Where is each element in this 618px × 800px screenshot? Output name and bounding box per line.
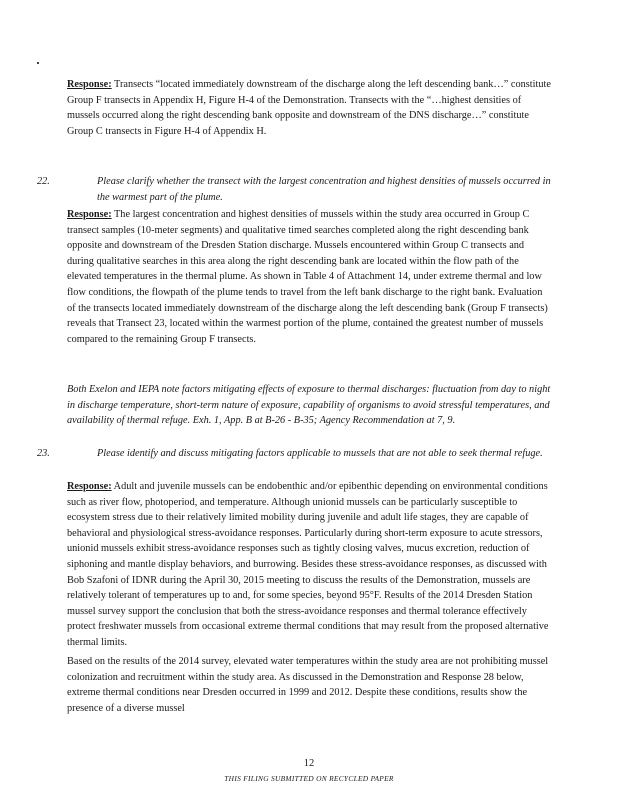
response-label: Response:	[67, 481, 112, 492]
question-22-number: 22.	[37, 176, 50, 187]
question-22-text: Please clarify whether the transect with the largest concentration and highest densities of mussels occurred in the warmest part of the plume.	[97, 176, 551, 203]
question-23-text: Please identify and discuss mitigating factors applicable to mussels that are not able to seek thermal refuge.	[97, 448, 543, 459]
question-23	[37, 446, 551, 462]
scan-mark	[37, 62, 39, 64]
recycled-paper-note: THIS FILING SUBMITTED ON RECYCLED PAPER	[224, 774, 394, 783]
response-label: Response:	[67, 209, 112, 220]
question-23-number: 23.	[37, 448, 50, 459]
context-paragraph: Both Exelon and IEPA note factors mitigating effects of exposure to thermal discharges: fluctuation from day to night in discharge temperature, short-term nature of exposure, capability of organisms to avoid stressful temperatures, and availability of thermal refuge. Exh. 1, App. B at B-26 - B-35; Agency Recommendation at 7, 9.	[67, 384, 551, 427]
response-23	[67, 479, 551, 651]
page-number: 12	[303, 758, 315, 769]
response-label: Response:	[67, 79, 112, 90]
response-22	[67, 207, 551, 347]
paragraph-survey-results: Based on the results of the 2014 survey, elevated water temperatures within the study area are not prohibiting mussel colonization and recruitment within the study area. As discussed in the Demonstration and Response 28 below, extreme thermal conditions near Dresden occurred in 1999 and 2012. Despite these conditions, results show the presence of a diverse mussel	[67, 656, 549, 714]
response-21	[67, 77, 551, 139]
question-22	[37, 174, 551, 205]
response-22-text: The largest concentration and highest densities of mussels within the study area occurred in Group C transect samples (10-meter segments) and qualitative timed searches completed along the right descending bank opposite and downstream of the Dresden Station discharge. Mussels encountered within Group C transects and during qualitative searches in this area along the right descending bank are located within the flow path of the elevated temperatures in the thermal plume. As shown in Table 4 of Attachment 14, under extreme thermal and low flow conditions, the flowpath of the plume tends to travel from the left bank discharge to the right bank. Evaluation of the transects located immediately downstream of the discharge along the left descending bank (Group F transects) reveals that Transect 23, located within the warmest portion of the plume, contained the greatest number of mussels compared to the remaining Group F transects.	[67, 209, 548, 345]
response-23-text: Adult and juvenile mussels can be endobenthic and/or epibenthic depending on environmental conditions such as river flow, photoperiod, and temperature. Although unionid mussels can be particularly susceptible to ecosystem stress due to their relatively limited mobility during juvenile and adult life stages, they are capable of behavioral and physiological stress-avoidance responses. Particularly during short-term exposure to acute stressors, unionid mussels exhibit stress-avoidance responses such as tightly closing valves, mucus excretion, reduction of siphoning and mantle display behaviors, and burrowing. Besides these stress-avoidance responses, as discussed with Bob Szafoni of IDNR during the April 30, 2015 meeting to discuss the results of the Demonstration, mussels are relatively tolerant of temperatures up to and, for some species, beyond 95°F. Results of the 2014 Dresden Station mussel survey support the conclusion that both the stress-avoidance responses and thermal tolerance effectively protect freshwater mussels from occasional extreme thermal conditions that may result from the proposed alternative thermal limits.	[67, 481, 549, 648]
response-21-text: Transects “located immediately downstream of the discharge along the left descending bank…” constitute Group F transects in Appendix H, Figure H-4 of the Demonstration. Transects with the “…highest densities of mussels occurred along the right descending bank opposite and downstream of the DNS discharge…” constitute Group C transects in Figure H-4 of Appendix H.	[67, 79, 551, 137]
